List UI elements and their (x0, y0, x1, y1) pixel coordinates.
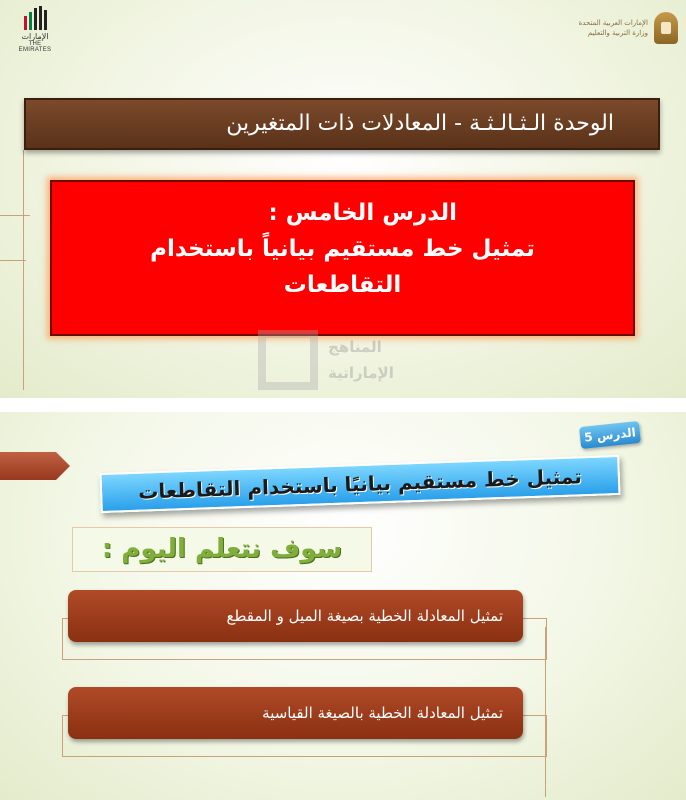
emirates-logo-en: THE EMIRATES (18, 41, 52, 53)
slide-1 (0, 0, 686, 398)
emirates-logo-icon (12, 6, 58, 30)
watermark-line2: الإماراتية (328, 364, 394, 382)
watermark-line1: المناهج (328, 338, 382, 356)
lesson-title-line1: تمثيل خط مستقيم بيانياً باستخدام (150, 236, 535, 262)
slide-2 (0, 412, 686, 800)
ministry-logo-line1: الإمارات العربية المتحدة (578, 19, 648, 27)
emirates-logo-ar: الإمارات (21, 32, 49, 41)
watermark-square-icon (258, 330, 318, 390)
ministry-emblem-icon (654, 12, 678, 44)
ministry-logo-line2: وزارة التربية والتعليم (587, 29, 648, 37)
decorative-stripe (0, 150, 24, 390)
learn-heading: سوف نتعلم اليوم : (72, 527, 372, 572)
ministry-logo-text (579, 18, 648, 38)
ministry-logo (579, 12, 678, 44)
lesson-badge: الدرس 5 (579, 421, 641, 449)
objective-item: تمثيل المعادلة الخطية بصيغة الميل و المقطع (68, 590, 523, 642)
banner-title: تمثيل خط مستقيم بيانيًا باستخدام التقاطعات (99, 455, 620, 513)
slide-divider (0, 398, 686, 412)
arrow-tab-icon (0, 452, 70, 480)
watermark (258, 310, 428, 390)
emirates-logo (12, 6, 58, 62)
lesson-label: الدرس الخامس : (268, 200, 457, 226)
objective-item: تمثيل المعادلة الخطية بالصيغة القياسية (68, 687, 523, 739)
lesson-title-line2: التقاطعات (283, 272, 402, 298)
unit-title: الوحدة الـثـالـثـة - المعادلات ذات المتغيرين (24, 98, 660, 150)
